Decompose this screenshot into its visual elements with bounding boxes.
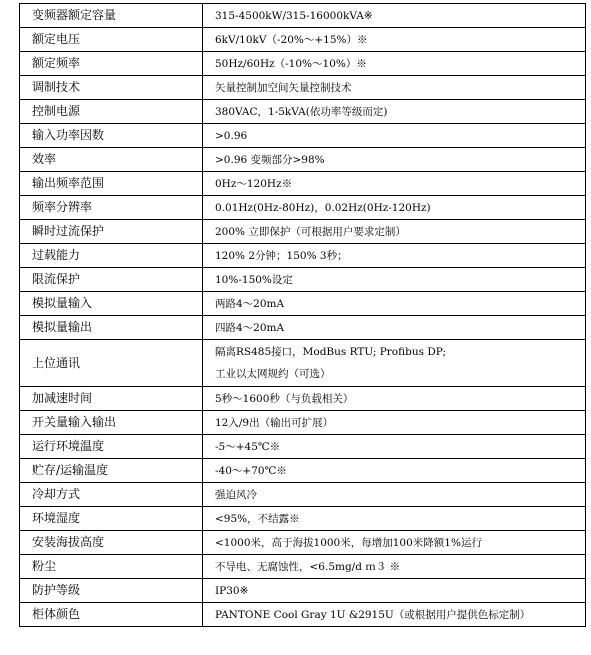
spec-label: 额定频率 [20, 52, 203, 76]
spec-row [20, 124, 586, 148]
spec-row [20, 340, 586, 387]
spec-row [20, 244, 586, 268]
spec-label: 限流保护 [20, 268, 203, 292]
spec-value [203, 148, 586, 172]
spec-value [203, 268, 586, 292]
spec-label: 频率分辨率 [20, 196, 203, 220]
spec-row [20, 220, 586, 244]
spec-row [20, 4, 586, 28]
spec-value-line: 200% 立即保护（可根据用户要求定制） [215, 225, 406, 238]
spec-label: 粉尘 [20, 555, 203, 579]
spec-value [203, 52, 586, 76]
spec-label: 上位通讯 [20, 340, 203, 387]
spec-label: 过载能力 [20, 244, 203, 268]
spec-value [203, 292, 586, 316]
spec-value-line: >0.96 变频部分>98% [215, 153, 325, 166]
spec-value-line: 0.01Hz(0Hz-80Hz)，0.02Hz(0Hz-120Hz) [215, 201, 431, 214]
spec-value [203, 172, 586, 196]
spec-value [203, 531, 586, 555]
spec-value-line: 6kV/10kV（-20%～+15%）※ [215, 33, 368, 46]
spec-value-line: <1000米，高于海拔1000米，每增加100米降额1%运行 [215, 536, 482, 549]
spec-value-line: 0Hz～120Hz※ [215, 177, 293, 190]
spec-value [203, 483, 586, 507]
spec-value-line: 不导电、无腐蚀性，<6.5mg/d ｍ３ ※ [215, 560, 401, 573]
spec-row [20, 531, 586, 555]
spec-value-line: 12入/9出（输出可扩展） [215, 416, 334, 429]
spec-value [203, 244, 586, 268]
spec-value [203, 435, 586, 459]
spec-value-line: 两路4～20mA [215, 297, 285, 310]
spec-row [20, 100, 586, 124]
spec-value-line: 315-4500kW/315-16000kVA※ [215, 9, 373, 22]
spec-row [20, 172, 586, 196]
spec-value-line: 120% 2分钟；150% 3秒； [215, 249, 348, 262]
spec-label: 冷却方式 [20, 483, 203, 507]
spec-value-line: <95%，不结露※ [215, 512, 300, 525]
spec-value-line: 四路4～20mA [215, 321, 285, 334]
spec-value [203, 579, 586, 603]
spec-row [20, 316, 586, 340]
spec-label: 模拟量输出 [20, 316, 203, 340]
spec-row [20, 555, 586, 579]
spec-table [19, 3, 586, 627]
spec-row [20, 148, 586, 172]
spec-label: 安装海拔高度 [20, 531, 203, 555]
spec-value [203, 316, 586, 340]
spec-value-line: 隔离RS485接口，ModBus RTU; Profibus DP; [215, 346, 446, 358]
spec-value [203, 100, 586, 124]
spec-value-line: 5秒～1600秒（与负载相关） [215, 392, 354, 405]
spec-row [20, 196, 586, 220]
spec-row [20, 292, 586, 316]
spec-table-body [20, 4, 586, 627]
spec-label: 运行环境温度 [20, 435, 203, 459]
spec-label: 输出频率范围 [20, 172, 203, 196]
spec-row [20, 603, 586, 627]
spec-label: 加减速时间 [20, 387, 203, 411]
spec-value-line: 工业以太网规约（可选） [215, 368, 331, 380]
spec-value-line: -5～+45℃※ [215, 440, 281, 453]
spec-label: 输入功率因数 [20, 124, 203, 148]
spec-value-line: IP30※ [215, 584, 249, 597]
spec-row [20, 483, 586, 507]
spec-value-line: 强迫风冷 [215, 488, 257, 501]
spec-row [20, 387, 586, 411]
spec-row [20, 507, 586, 531]
spec-value [203, 76, 586, 100]
spec-label: 额定电压 [20, 28, 203, 52]
spec-value [203, 411, 586, 435]
spec-label: 开关量输入输出 [20, 411, 203, 435]
spec-row [20, 52, 586, 76]
spec-row [20, 459, 586, 483]
spec-row [20, 435, 586, 459]
spec-value-line: 10%-150%设定 [215, 273, 293, 286]
spec-value-line: PANTONE Cool Gray 1U &2915U（或根据用户提供色标定制） [215, 608, 531, 621]
spec-row [20, 76, 586, 100]
spec-value [203, 340, 586, 387]
spec-row [20, 28, 586, 52]
spec-label: 防护等级 [20, 579, 203, 603]
spec-value-line: 矢量控制加空间矢量控制技术 [215, 81, 352, 94]
spec-value [203, 507, 586, 531]
spec-value [203, 196, 586, 220]
spec-value [203, 28, 586, 52]
spec-value [203, 603, 586, 627]
spec-label: 效率 [20, 148, 203, 172]
spec-label: 变频器额定容量 [20, 4, 203, 28]
spec-value [203, 555, 586, 579]
spec-label: 瞬时过流保护 [20, 220, 203, 244]
spec-value [203, 220, 586, 244]
spec-row [20, 579, 586, 603]
spec-value [203, 387, 586, 411]
spec-value-line: 380VAC，1-5kVA(依功率等级而定) [215, 105, 388, 118]
spec-label: 控制电源 [20, 100, 203, 124]
spec-row [20, 411, 586, 435]
spec-label: 柜体颜色 [20, 603, 203, 627]
spec-row [20, 268, 586, 292]
spec-label: 环境湿度 [20, 507, 203, 531]
spec-label: 贮存/运输温度 [20, 459, 203, 483]
spec-value [203, 124, 586, 148]
spec-value-line: >0.96 [215, 129, 248, 142]
spec-value-line: 50Hz/60Hz（-10%～10%）※ [215, 57, 367, 70]
spec-value [203, 459, 586, 483]
spec-label: 调制技术 [20, 76, 203, 100]
spec-value [203, 4, 586, 28]
spec-value-line: -40～+70℃※ [215, 464, 287, 477]
spec-label: 模拟量输入 [20, 292, 203, 316]
